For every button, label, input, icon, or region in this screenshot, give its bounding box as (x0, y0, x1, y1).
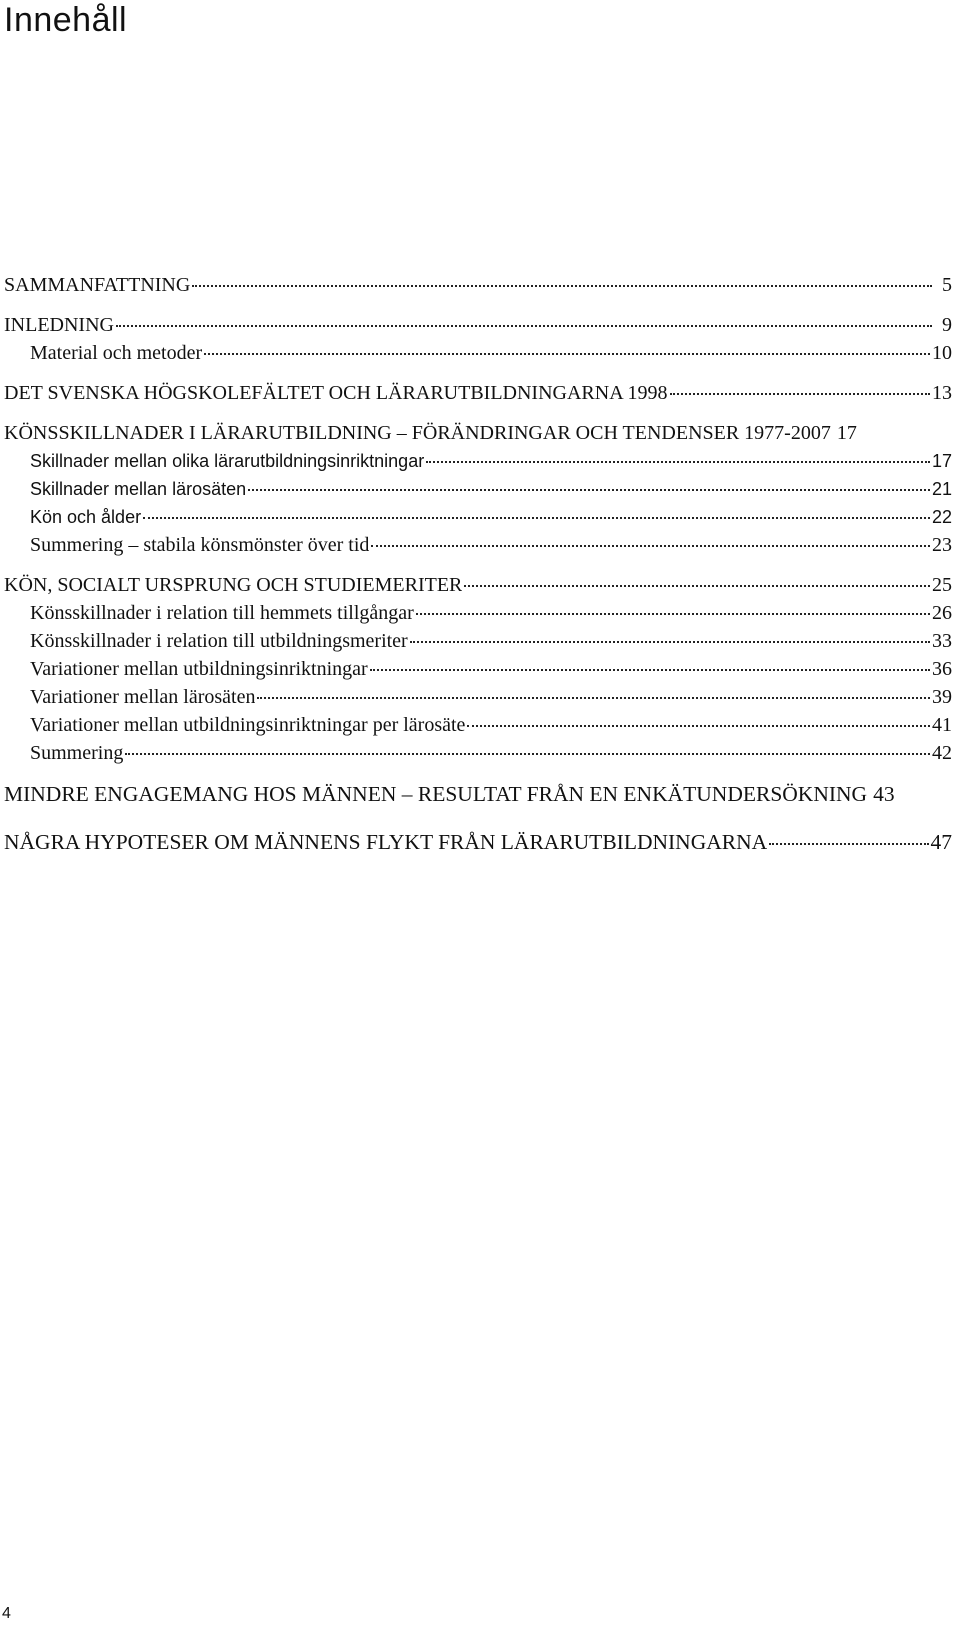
toc-dot-leader (125, 753, 930, 755)
toc-entry-page: 33 (932, 630, 952, 652)
toc-dot-leader (464, 585, 930, 587)
toc-entry-socialt-ursprung[interactable] (4, 571, 952, 599)
toc-dot-leader (467, 725, 930, 727)
toc-entry-label: KÖN, SOCIALT URSPRUNG OCH STUDIEMERITER (4, 574, 463, 596)
toc-entry-label: Variationer mellan utbildningsinriktningar per lärosäte (30, 714, 466, 736)
toc-dot-leader (370, 669, 930, 671)
toc-entry-larosaten[interactable] (4, 475, 952, 503)
toc-entry-nagra-hypoteser[interactable] (4, 827, 952, 857)
toc-entry-label: Summering (30, 742, 124, 764)
toc-entry-inriktningar[interactable] (4, 447, 952, 475)
toc-entry-kon-och-alder[interactable] (4, 503, 952, 531)
toc-entry-label: Summering – stabila könsmönster över tid (30, 534, 370, 556)
toc-entry-page: 36 (932, 658, 952, 680)
toc-entry-label: Kön och ålder (30, 507, 142, 527)
toc-dot-leader (410, 641, 930, 643)
toc-entry-page: 42 (932, 742, 952, 764)
toc-entry-page: 47 (930, 830, 952, 854)
toc-entry-variationer-larosaten[interactable] (4, 683, 952, 711)
toc-dot-leader (116, 325, 932, 327)
toc-entry-label: MINDRE ENGAGEMANG HOS MÄNNEN – RESULTAT FRÅN EN ENKÄTUNDERSÖKNING (4, 782, 868, 806)
toc-dot-leader (371, 545, 930, 547)
toc-dot-leader (192, 285, 932, 287)
toc-entry-inledning[interactable] (4, 311, 952, 339)
page-number: 4 (2, 1605, 11, 1622)
table-of-contents (4, 271, 952, 857)
toc-entry-page: 9 (942, 314, 952, 336)
toc-entry-label: Variationer mellan lärosäten (30, 686, 256, 708)
toc-entry-page: 23 (932, 534, 952, 556)
toc-entry-label: Material och metoder (30, 342, 203, 364)
toc-entry-page: 13 (932, 382, 952, 404)
toc-entry-utbildningsmeriter[interactable] (4, 627, 952, 655)
toc-entry-page: 43 (873, 782, 895, 806)
toc-dot-leader (248, 489, 930, 491)
toc-entry-label: NÅGRA HYPOTESER OM MÄNNENS FLYKT FRÅN LÄRARUTBILDNINGARNA (4, 830, 768, 854)
toc-entry-summering-stabila[interactable] (4, 531, 952, 559)
toc-dot-leader (769, 843, 928, 845)
toc-entry-label: DET SVENSKA HÖGSKOLEFÄLTET OCH LÄRARUTBILDNINGARNA 1998 (4, 382, 668, 404)
toc-dot-leader (426, 461, 930, 463)
toc-dot-leader (416, 613, 930, 615)
toc-entry-page: 41 (932, 714, 952, 736)
toc-entry-sammanfattning[interactable] (4, 271, 952, 299)
toc-entry-konsskillnader[interactable] (4, 419, 952, 447)
toc-dot-leader (670, 393, 930, 395)
toc-entry-inriktningar-per-larosate[interactable] (4, 711, 952, 739)
toc-entry-label: Skillnader mellan olika lärarutbildningsinriktningar (30, 451, 425, 471)
toc-entry-page: 25 (932, 574, 952, 596)
toc-entry-variationer-inriktningar[interactable] (4, 655, 952, 683)
toc-entry-label: KÖNSSKILLNADER I LÄRARUTBILDNING – FÖRÄNDRINGAR OCH TENDENSER 1977-2007 (4, 422, 831, 444)
toc-entry-label: Könsskillnader i relation till utbildningsmeriter (30, 630, 408, 652)
toc-dot-leader (257, 697, 930, 699)
toc-entry-material-och-metoder[interactable] (4, 339, 952, 367)
toc-entry-page: 17 (931, 451, 952, 471)
toc-entry-page: 5 (942, 274, 952, 296)
toc-dot-leader (204, 353, 930, 355)
toc-entry-page: 39 (932, 686, 952, 708)
toc-entry-page: 10 (932, 342, 952, 364)
toc-entry-label: INLEDNING (4, 314, 114, 336)
toc-entry-page: 17 (836, 422, 857, 444)
toc-entry-hemmets-tillgangar[interactable] (4, 599, 952, 627)
toc-entry-page: 21 (931, 479, 952, 499)
toc-entry-label: SAMMANFATTNING (4, 274, 191, 296)
toc-entry-summering[interactable] (4, 739, 952, 767)
toc-entry-label: Skillnader mellan lärosäten (30, 479, 247, 499)
toc-entry-label: Könsskillnader i relation till hemmets tillgångar (30, 602, 414, 624)
toc-entry-page: 26 (932, 602, 952, 624)
toc-entry-label: Variationer mellan utbildningsinriktningar (30, 658, 368, 680)
page-title: Innehåll (4, 1, 128, 39)
toc-entry-page: 22 (931, 507, 952, 527)
toc-entry-hogskolefaltet[interactable] (4, 379, 952, 407)
toc-dot-leader (143, 517, 930, 519)
toc-entry-mindre-engagemang[interactable] (4, 779, 952, 809)
